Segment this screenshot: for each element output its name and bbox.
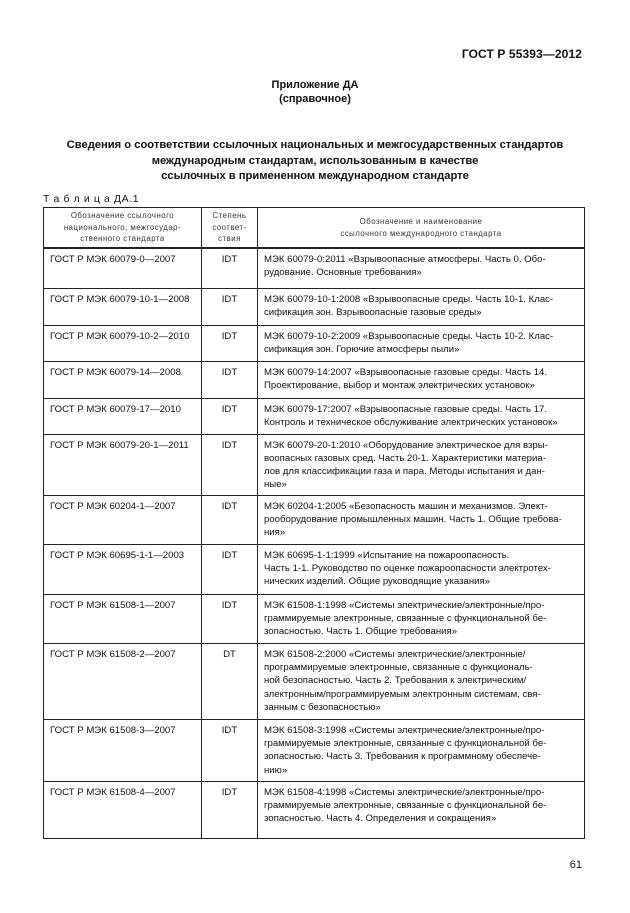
national-standard: ГОСТ Р МЭК 60079-14—2008 (44, 361, 202, 398)
international-standard: МЭК 60079-0:2011 «Взрывоопасные атмосферы. Часть 0. Обо- рудование. Основные требования» (258, 248, 585, 288)
standard-code: ГОСТ Р 55393—2012 (461, 47, 582, 61)
standards-correspondence-table (43, 207, 585, 839)
header-national-standard: Обозначение ссылочного национального, межгосудар- ственного стандарта (44, 208, 202, 249)
table-row (44, 325, 585, 361)
international-standard: МЭК 60079-17:2007 «Взрывоопасные газовые среды. Часть 17. Контроль и техническое обслуживание электрических установок» (258, 398, 585, 434)
table-row (44, 434, 585, 495)
national-standard: ГОСТ Р МЭК 60079-10-1—2008 (44, 288, 202, 325)
table-caption: Т а б л и ц а ДА.1 (43, 193, 140, 205)
national-standard: ГОСТ Р МЭК 61508-1—2007 (44, 594, 202, 643)
table-row (44, 288, 585, 325)
international-standard: МЭК 61508-3:1998 «Системы электрические/электронные/про- граммируемые электронные, связанные с функциональной бе- зопасностью. Часть 3. Требования к программному обеспече- нию» (258, 719, 585, 781)
table-row (44, 643, 585, 719)
heading-line: Сведения о соответствии ссылочных национальных и межгосударственных стандартов (66, 139, 564, 151)
degree: IDT (202, 434, 258, 495)
degree: IDT (202, 781, 258, 838)
degree: IDT (202, 544, 258, 594)
international-standard: МЭК 60079-14:2007 «Взрывоопасные газовые среды. Часть 14. Проектирование, выбор и монтаж электрических установок» (258, 361, 585, 398)
national-standard: ГОСТ Р МЭК 60079-0—2007 (44, 248, 202, 288)
page-number: 61 (569, 859, 582, 871)
table-row (44, 361, 585, 398)
header-international-standard: Обозначение и наименование ссылочного международного стандарта (258, 208, 585, 249)
international-standard: МЭК 61508-4:1998 «Системы электрические/электронные/про- граммируемые электронные, связанные с функциональной бе- зопасностью. Часть 4. Определения и сокращения» (258, 781, 585, 838)
international-standard: МЭК 60079-10-1:2008 «Взрывоопасные среды. Часть 10-1. Клас- сификация зон. Взрывоопасные газовые среды» (258, 288, 585, 325)
degree: IDT (202, 398, 258, 434)
national-standard: ГОСТ Р МЭК 60204-1—2007 (44, 495, 202, 544)
national-standard: ГОСТ Р МЭК 60079-20-1—2011 (44, 434, 202, 495)
annex-title (0, 78, 630, 106)
header-degree: Степень соответ- ствия (202, 208, 258, 249)
national-standard: ГОСТ Р МЭК 60079-10-2—2010 (44, 325, 202, 361)
international-standard: МЭК 61508-1:1998 «Системы электрические/электронные/про- граммируемые электронные, связанные с функциональной бе- зопасностью. Часть 1. Общие требования» (258, 594, 585, 643)
annex-subtitle: (справочное) (279, 93, 351, 105)
table-row (44, 781, 585, 838)
annex-label: Приложение ДА (271, 79, 359, 91)
table-row (44, 398, 585, 434)
heading-line: ссылочных в примененном международном стандарте (161, 170, 469, 182)
national-standard: ГОСТ Р МЭК 60079-17—2010 (44, 398, 202, 434)
table-header-row (44, 208, 585, 249)
degree: DT (202, 643, 258, 719)
national-standard: ГОСТ Р МЭК 61508-4—2007 (44, 781, 202, 838)
national-standard: ГОСТ Р МЭК 61508-3—2007 (44, 719, 202, 781)
degree: IDT (202, 495, 258, 544)
international-standard: МЭК 61508-2:2000 «Системы электрические/электронные/ программируемые электронные, связанные с функциональ- ной безопасностью. Часть 2. Требования к электрическим/ электронным/программируемым электронным системам, свя- занным с безопасностью» (258, 643, 585, 719)
table-row (44, 248, 585, 288)
international-standard: МЭК 60079-20-1:2010 «Оборудование электрическое для взры- воопасных газовых сред. Часть 20-1. Характеристики материа- лов для классификации газа и пара. Методы испытания и дан- ные» (258, 434, 585, 495)
degree: IDT (202, 719, 258, 781)
international-standard: МЭК 60079-10-2:2009 «Взрывоопасные среды. Часть 10-2. Клас- сификация зон. Горючие атмосферы пыли» (258, 325, 585, 361)
degree: IDT (202, 288, 258, 325)
degree: IDT (202, 361, 258, 398)
table-row (44, 495, 585, 544)
table-row (44, 544, 585, 594)
international-standard: МЭК 60204-1:2005 «Безопасность машин и механизмов. Элект- рооборудование промышленных машин. Часть 1. Общие требова- ния» (258, 495, 585, 544)
degree: IDT (202, 248, 258, 288)
table-row (44, 719, 585, 781)
degree: IDT (202, 325, 258, 361)
national-standard: ГОСТ Р МЭК 60695-1-1—2003 (44, 544, 202, 594)
table-row (44, 594, 585, 643)
heading-line: международным стандартам, использованным в качестве (151, 154, 479, 167)
degree: IDT (202, 594, 258, 643)
international-standard: МЭК 60695-1-1:1999 «Испытание на пожароопасность. Часть 1-1. Руководство по оценке пожароопасности электротех- нических изделий. Общие руководящие указания» (258, 544, 585, 594)
national-standard: ГОСТ Р МЭК 61508-2—2007 (44, 643, 202, 719)
section-heading (0, 138, 630, 185)
